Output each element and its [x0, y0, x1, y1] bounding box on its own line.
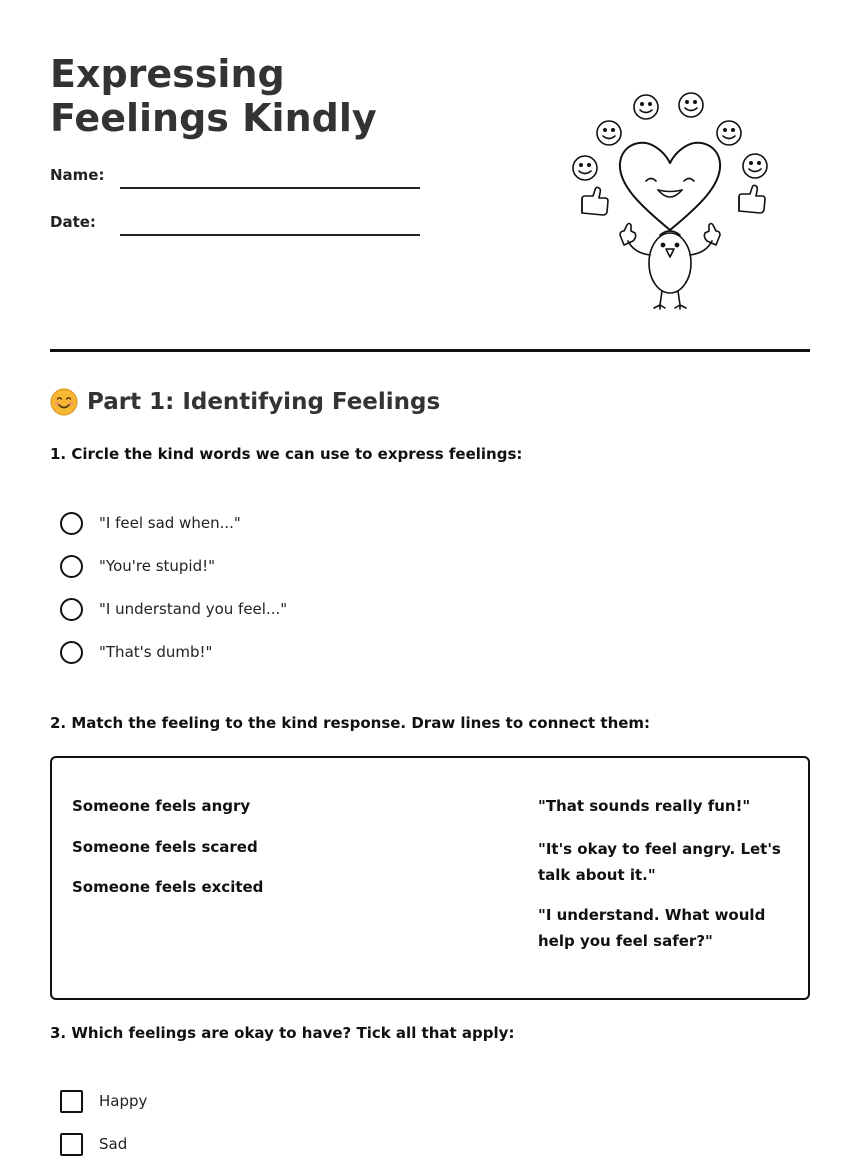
date-field[interactable]: [120, 234, 420, 236]
q1-option[interactable]: [60, 640, 212, 664]
radio-circle[interactable]: [60, 641, 83, 664]
small-smiley-icon: [573, 156, 597, 180]
thumbs-up-icon: [582, 187, 608, 215]
heart-juggling-smileys-bird-icon: [562, 85, 782, 315]
feeling-item: Someone feels angry: [72, 797, 251, 815]
q3-option-label: Sad: [99, 1135, 128, 1153]
response-item: "I understand. What would help you feel safer?": [538, 906, 766, 950]
q1-option[interactable]: [60, 597, 287, 621]
matching-box[interactable]: [50, 756, 810, 1000]
q1-option[interactable]: [60, 511, 241, 535]
checkbox[interactable]: [60, 1090, 83, 1113]
name-field[interactable]: [120, 187, 420, 189]
radio-circle[interactable]: [60, 512, 83, 535]
feeling-item: Someone feels excited: [72, 878, 264, 896]
feelings-column: [72, 796, 372, 918]
q3-option[interactable]: [60, 1132, 127, 1156]
bird-icon: [620, 224, 720, 310]
feeling-item: Someone feels scared: [72, 837, 258, 856]
q3-option[interactable]: [60, 1089, 147, 1113]
small-smiley-icon: [597, 121, 621, 145]
checkbox[interactable]: [60, 1133, 83, 1156]
small-smiley-icon: [743, 154, 767, 178]
worksheet-title: Expressing Feelings Kindly: [50, 52, 377, 140]
question-1-prompt: 1. Circle the kind words we can use to express feelings:: [50, 445, 523, 463]
date-label: Date:: [50, 213, 96, 231]
section-heading-part1: [50, 388, 440, 416]
response-item: "That sounds really fun!": [538, 797, 751, 815]
question-3-prompt: 3. Which feelings are okay to have? Tick all that apply:: [50, 1024, 515, 1042]
q1-option-label: "I understand you feel...": [99, 600, 288, 618]
q1-option[interactable]: [60, 554, 215, 578]
q1-option-label: "I feel sad when...": [99, 514, 241, 532]
q3-option-label: Happy: [99, 1092, 148, 1110]
small-smiley-icon: [679, 93, 703, 117]
radio-circle[interactable]: [60, 555, 83, 578]
q1-option-label: "You're stupid!": [99, 557, 216, 575]
radio-circle[interactable]: [60, 598, 83, 621]
response-item: "It's okay to feel angry. Let's talk about it.": [538, 840, 781, 884]
responses-column: [538, 796, 793, 968]
header-divider: [50, 349, 810, 352]
smiling-face-icon: [50, 388, 78, 416]
heart-icon: [620, 143, 720, 230]
section-heading-text: Part 1: Identifying Feelings: [87, 389, 441, 415]
name-label: Name:: [50, 166, 105, 184]
thumbs-up-icon: [739, 185, 765, 213]
small-smiley-icon: [634, 95, 658, 119]
question-2-prompt: 2. Match the feeling to the kind response. Draw lines to connect them:: [50, 714, 651, 732]
q1-option-label: "That's dumb!": [99, 643, 213, 661]
small-smiley-icon: [717, 121, 741, 145]
